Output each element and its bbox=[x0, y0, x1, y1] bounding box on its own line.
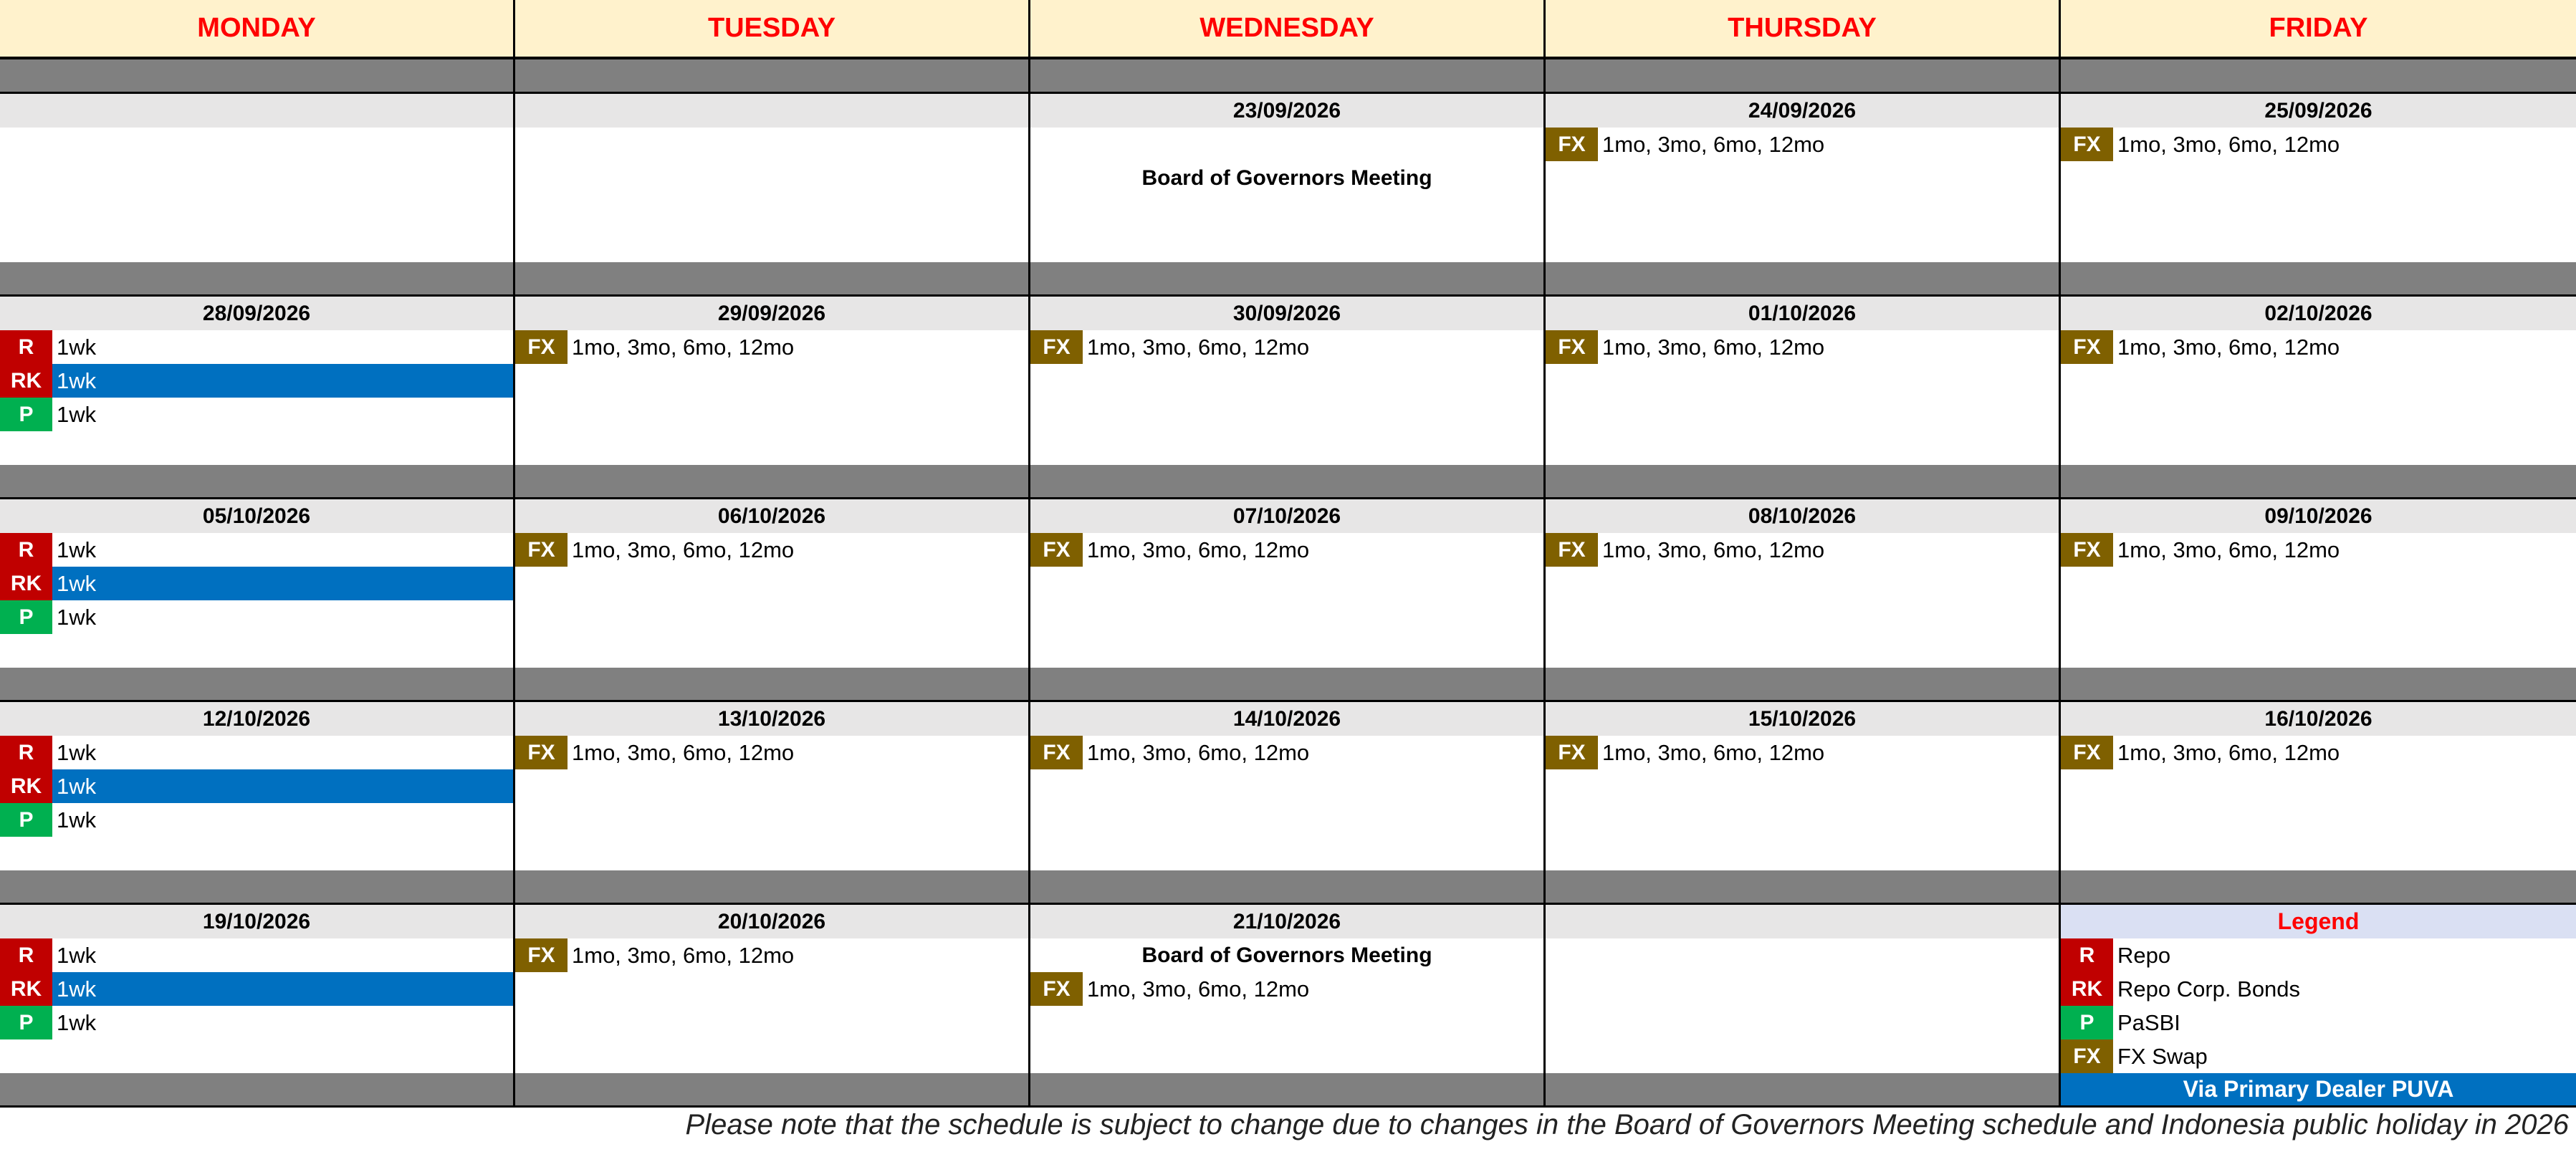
badge-fx: FX bbox=[515, 736, 568, 769]
auction-item bbox=[2061, 128, 2576, 161]
day-cell[interactable] bbox=[1546, 905, 2061, 1073]
legend-item bbox=[2061, 972, 2576, 1006]
separator-cell bbox=[2061, 59, 2576, 92]
auction-item bbox=[1030, 972, 1543, 1006]
badge-fx: FX bbox=[515, 533, 568, 567]
week-row bbox=[0, 94, 2576, 262]
legend-panel bbox=[2061, 905, 2576, 1073]
tenor-text: 1wk bbox=[57, 1009, 97, 1035]
auction-item bbox=[1030, 330, 1543, 364]
auction-item bbox=[0, 600, 513, 634]
date-label: 25/09/2026 bbox=[2061, 94, 2576, 128]
auction-item bbox=[1546, 128, 2059, 161]
legend-text: Repo Corp. Bonds bbox=[2117, 976, 2301, 1002]
auction-item bbox=[0, 364, 513, 398]
date-label: 15/10/2026 bbox=[1546, 702, 2059, 736]
day-cell[interactable] bbox=[515, 94, 1030, 262]
day-cell[interactable] bbox=[515, 499, 1030, 668]
week-row bbox=[0, 905, 2576, 1073]
badge-rk: RK bbox=[2061, 972, 2113, 1006]
badge-r: R bbox=[0, 736, 52, 769]
auction-item bbox=[0, 769, 513, 803]
separator-cell bbox=[1546, 1073, 2061, 1105]
day-cell[interactable] bbox=[2061, 297, 2576, 465]
tenor-text: 1mo, 3mo, 6mo, 12mo bbox=[1087, 537, 1310, 562]
separator-cell bbox=[1546, 59, 2061, 92]
day-cell[interactable] bbox=[0, 499, 515, 668]
auction-item bbox=[515, 938, 1028, 972]
auction-item bbox=[2061, 736, 2576, 769]
day-cell[interactable] bbox=[1030, 297, 1546, 465]
day-cell[interactable] bbox=[1546, 94, 2061, 262]
day-cell[interactable] bbox=[1546, 499, 2061, 668]
separator-cell bbox=[1546, 262, 2061, 294]
auction-item bbox=[0, 938, 513, 972]
separator-cell bbox=[1546, 465, 2061, 497]
tenor-text: 1mo, 3mo, 6mo, 12mo bbox=[2117, 739, 2340, 765]
week-row bbox=[0, 499, 2576, 668]
tenor-text: 1mo, 3mo, 6mo, 12mo bbox=[572, 942, 795, 968]
week-separator bbox=[0, 668, 2576, 702]
tenor-text: 1wk bbox=[57, 368, 97, 393]
badge-fx: FX bbox=[2061, 533, 2113, 567]
tenor-text: 1wk bbox=[57, 807, 97, 832]
legend-title: Legend bbox=[2061, 905, 2576, 938]
date-label bbox=[515, 94, 1028, 128]
badge-p: P bbox=[2061, 1006, 2113, 1039]
tenor-text: 1mo, 3mo, 6mo, 12mo bbox=[1602, 334, 1825, 360]
separator-cell bbox=[0, 262, 515, 294]
auction-item bbox=[515, 533, 1028, 567]
auction-item bbox=[0, 803, 513, 837]
tenor-text: 1mo, 3mo, 6mo, 12mo bbox=[572, 739, 795, 765]
badge-p: P bbox=[0, 600, 52, 634]
puva-banner: Via Primary Dealer PUVA bbox=[2061, 1073, 2576, 1105]
auction-item bbox=[1030, 736, 1543, 769]
separator-cell bbox=[1030, 1073, 1546, 1105]
auction-item bbox=[515, 330, 1028, 364]
badge-fx: FX bbox=[2061, 330, 2113, 364]
auction-item bbox=[0, 398, 513, 431]
tenor-text: 1wk bbox=[57, 537, 97, 562]
weekday-thursday: THURSDAY bbox=[1546, 0, 2061, 57]
day-cell[interactable] bbox=[1030, 702, 1546, 870]
separator-cell bbox=[1030, 870, 1546, 903]
badge-fx: FX bbox=[2061, 736, 2113, 769]
badge-p: P bbox=[0, 803, 52, 837]
auction-item bbox=[0, 533, 513, 567]
date-label: 28/09/2026 bbox=[0, 297, 513, 330]
separator-cell bbox=[2061, 668, 2576, 700]
badge-fx: FX bbox=[1030, 736, 1083, 769]
weekday-monday: MONDAY bbox=[0, 0, 515, 57]
badge-fx: FX bbox=[1030, 533, 1083, 567]
day-cell[interactable] bbox=[0, 94, 515, 262]
badge-fx: FX bbox=[1546, 330, 1598, 364]
day-cell[interactable] bbox=[515, 905, 1030, 1073]
separator-cell bbox=[0, 870, 515, 903]
date-label: 09/10/2026 bbox=[2061, 499, 2576, 533]
day-cell[interactable] bbox=[1030, 94, 1546, 262]
legend-text: Repo bbox=[2117, 942, 2171, 968]
separator-cell bbox=[0, 465, 515, 497]
separator-cell bbox=[2061, 465, 2576, 497]
week-separator bbox=[0, 59, 2576, 94]
weekday-friday: FRIDAY bbox=[2269, 13, 2368, 43]
badge-fx: FX bbox=[515, 330, 568, 364]
week-separator bbox=[0, 262, 2576, 297]
badge-fx: FX bbox=[1030, 972, 1083, 1006]
separator-cell bbox=[1030, 668, 1546, 700]
separator-cell bbox=[2061, 262, 2576, 294]
day-cell[interactable] bbox=[2061, 702, 2576, 870]
tenor-text: 1mo, 3mo, 6mo, 12mo bbox=[2117, 334, 2340, 360]
event-label: Board of Governors Meeting bbox=[1141, 165, 1432, 190]
week-separator bbox=[0, 870, 2576, 905]
date-label: 12/10/2026 bbox=[0, 702, 513, 736]
auction-item bbox=[1546, 736, 2059, 769]
badge-r: R bbox=[0, 533, 52, 567]
badge-r: R bbox=[0, 938, 52, 972]
badge-r: R bbox=[0, 330, 52, 364]
badge-p: P bbox=[0, 398, 52, 431]
separator-cell bbox=[0, 1073, 515, 1105]
day-cell[interactable] bbox=[1546, 702, 2061, 870]
date-label bbox=[0, 94, 513, 128]
date-label: 29/09/2026 bbox=[515, 297, 1028, 330]
tenor-text: 1wk bbox=[57, 942, 97, 968]
badge-rk: RK bbox=[0, 769, 52, 803]
date-label: 08/10/2026 bbox=[1546, 499, 2059, 533]
date-label: 14/10/2026 bbox=[1030, 702, 1543, 736]
weekday-wednesday: WEDNESDAY bbox=[1030, 0, 1546, 57]
tenor-text: 1mo, 3mo, 6mo, 12mo bbox=[1602, 131, 1825, 157]
auction-item bbox=[0, 736, 513, 769]
auction-item bbox=[1546, 330, 2059, 364]
tenor-text: 1wk bbox=[57, 604, 97, 630]
auction-item bbox=[1546, 533, 2059, 567]
date-label: 21/10/2026 bbox=[1030, 905, 1543, 938]
day-cell[interactable] bbox=[0, 297, 515, 465]
tenor-text: 1wk bbox=[57, 773, 97, 799]
separator-cell bbox=[1030, 59, 1546, 92]
date-label: 06/10/2026 bbox=[515, 499, 1028, 533]
tenor-text: 1wk bbox=[57, 401, 97, 427]
auction-item bbox=[1030, 533, 1543, 567]
day-cell[interactable] bbox=[2061, 94, 2576, 262]
separator-cell bbox=[515, 262, 1030, 294]
auction-item bbox=[515, 736, 1028, 769]
legend-item bbox=[2061, 1006, 2576, 1039]
week-row bbox=[0, 297, 2576, 465]
tenor-text: 1mo, 3mo, 6mo, 12mo bbox=[572, 334, 795, 360]
weekday-header bbox=[0, 0, 2576, 59]
date-label: 23/09/2026 bbox=[1030, 94, 1543, 128]
tenor-text: 1wk bbox=[57, 739, 97, 765]
separator-cell bbox=[1546, 668, 2061, 700]
tenor-text: 1mo, 3mo, 6mo, 12mo bbox=[572, 537, 795, 562]
badge-fx: FX bbox=[1546, 533, 1598, 567]
tenor-text: 1wk bbox=[57, 570, 97, 596]
auction-item bbox=[0, 330, 513, 364]
separator-cell bbox=[0, 668, 515, 700]
auction-item bbox=[0, 972, 513, 1006]
badge-fx: FX bbox=[2061, 1039, 2113, 1073]
date-label: 20/10/2026 bbox=[515, 905, 1028, 938]
date-label bbox=[1546, 905, 2059, 938]
footnote: Please note that the schedule is subject to change due to changes in the Board of Governors Meeting schedule and Indonesia public holiday in 2026 bbox=[685, 1109, 2569, 1140]
day-cell[interactable] bbox=[2061, 499, 2576, 668]
separator-cell bbox=[1030, 465, 1546, 497]
weekday-tuesday: TUESDAY bbox=[515, 0, 1030, 57]
day-cell[interactable] bbox=[515, 702, 1030, 870]
date-label: 16/10/2026 bbox=[2061, 702, 2576, 736]
date-label: 05/10/2026 bbox=[0, 499, 513, 533]
week-separator bbox=[0, 465, 2576, 499]
date-label: 13/10/2026 bbox=[515, 702, 1028, 736]
date-label: 01/10/2026 bbox=[1546, 297, 2059, 330]
date-label: 24/09/2026 bbox=[1546, 94, 2059, 128]
badge-r: R bbox=[2061, 938, 2113, 972]
separator-cell bbox=[515, 668, 1030, 700]
badge-p: P bbox=[0, 1006, 52, 1039]
separator-cell bbox=[515, 1073, 1030, 1105]
date-label: 30/09/2026 bbox=[1030, 297, 1543, 330]
tenor-text: 1wk bbox=[57, 976, 97, 1002]
date-label: 07/10/2026 bbox=[1030, 499, 1543, 533]
tenor-text: 1mo, 3mo, 6mo, 12mo bbox=[1087, 334, 1310, 360]
badge-fx: FX bbox=[2061, 128, 2113, 161]
badge-rk: RK bbox=[0, 567, 52, 600]
badge-rk: RK bbox=[0, 972, 52, 1006]
legend-text: PaSBI bbox=[2117, 1009, 2180, 1035]
separator-cell bbox=[515, 465, 1030, 497]
tenor-text: 1mo, 3mo, 6mo, 12mo bbox=[1602, 739, 1825, 765]
separator-cell bbox=[515, 59, 1030, 92]
badge-fx: FX bbox=[1546, 736, 1598, 769]
week-separator bbox=[0, 1073, 2576, 1108]
day-cell[interactable] bbox=[0, 702, 515, 870]
auction-item bbox=[2061, 533, 2576, 567]
badge-rk: RK bbox=[0, 364, 52, 398]
day-cell[interactable] bbox=[515, 297, 1030, 465]
auction-item bbox=[0, 1006, 513, 1039]
badge-fx: FX bbox=[1546, 128, 1598, 161]
badge-fx: FX bbox=[515, 938, 568, 972]
auction-item bbox=[2061, 330, 2576, 364]
day-cell[interactable] bbox=[1030, 499, 1546, 668]
separator-cell bbox=[0, 59, 515, 92]
event-label: Board of Governors Meeting bbox=[1141, 943, 1432, 967]
week-row bbox=[0, 702, 2576, 870]
tenor-text: 1wk bbox=[57, 334, 97, 360]
day-cell[interactable] bbox=[1546, 297, 2061, 465]
tenor-text: 1mo, 3mo, 6mo, 12mo bbox=[2117, 131, 2340, 157]
legend-text: FX Swap bbox=[2117, 1043, 2208, 1069]
separator-cell bbox=[2061, 870, 2576, 903]
day-cell[interactable] bbox=[1030, 905, 1546, 1073]
separator-cell bbox=[515, 870, 1030, 903]
auction-item bbox=[0, 567, 513, 600]
legend-item bbox=[2061, 1039, 2576, 1073]
legend-item bbox=[2061, 938, 2576, 972]
tenor-text: 1mo, 3mo, 6mo, 12mo bbox=[1087, 976, 1310, 1002]
separator-cell bbox=[1546, 870, 2061, 903]
day-cell[interactable] bbox=[0, 905, 515, 1073]
date-label: 19/10/2026 bbox=[0, 905, 513, 938]
tenor-text: 1mo, 3mo, 6mo, 12mo bbox=[2117, 537, 2340, 562]
empty-row bbox=[1030, 128, 1543, 161]
separator-cell bbox=[1030, 262, 1546, 294]
tenor-text: 1mo, 3mo, 6mo, 12mo bbox=[1087, 739, 1310, 765]
date-label: 02/10/2026 bbox=[2061, 297, 2576, 330]
tenor-text: 1mo, 3mo, 6mo, 12mo bbox=[1602, 537, 1825, 562]
badge-fx: FX bbox=[1030, 330, 1083, 364]
